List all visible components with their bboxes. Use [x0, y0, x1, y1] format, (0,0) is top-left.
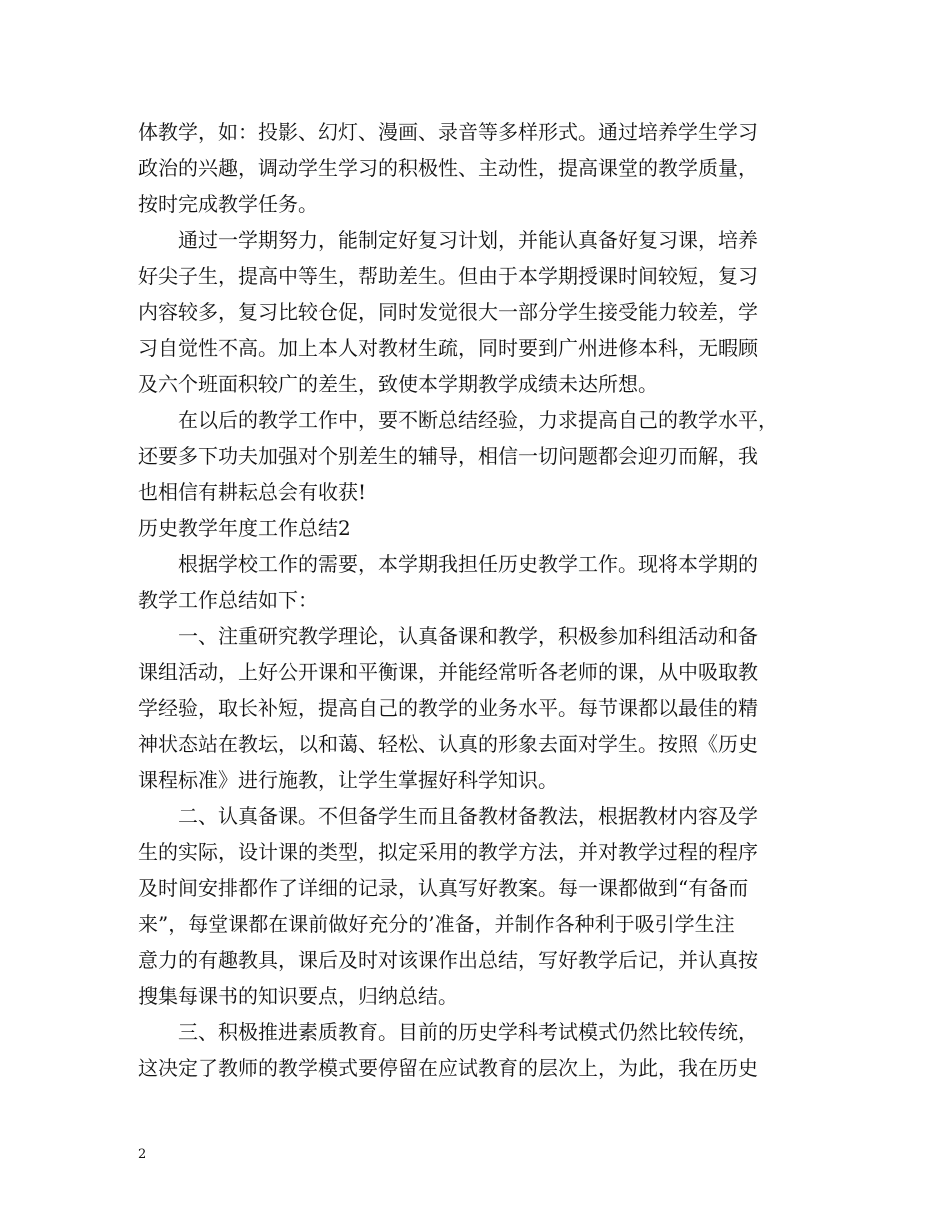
text-line: 生的实际，设计课的类型，拟定采用的教学方法，并对教学过程的程序 [138, 840, 758, 864]
text-line: 政治的兴趣，调动学生学习的积极性、主动性，提高课堂的教学质量， [138, 156, 758, 180]
text-line: 搜集每课书的知识要点，归纳总结。 [138, 984, 458, 1008]
text-line: 按时完成教学任务。 [138, 192, 318, 216]
text-line: 在以后的教学工作中，要不断总结经验，力求提高自己的教学水平， [138, 408, 778, 432]
section-heading: 历史教学年度工作总结2 [138, 516, 351, 540]
text-line: 二、认真备课。不但备学生而且备教材备教法，根据教材内容及学 [138, 804, 758, 828]
text-line: 一、注重研究教学理论，认真备课和教学，积极参加科组活动和备 [138, 624, 758, 648]
text-line: 也相信有耕耘总会有收获! [138, 480, 367, 504]
text-line: 内容较多，复习比较仓促，同时发觉很大一部分学生接受能力较差，学 [138, 300, 758, 324]
page-number: 2 [138, 1147, 147, 1162]
text-line: 学经验，取长补短，提高自己的教学的业务水平。每节课都以最佳的精 [138, 696, 758, 720]
text-line: 课程标准》进行施教，让学生掌握好科学知识。 [138, 768, 558, 792]
text-line: 习自觉性不高。加上本人对教材生疏，同时要到广州进修本科，无暇顾 [138, 336, 758, 360]
text-line: 这决定了教师的教学模式要停留在应试教育的层次上，为此，我在历史 [138, 1056, 758, 1080]
text-line: 根据学校工作的需要，本学期我担任历史教学工作。现将本学期的 [138, 552, 758, 576]
text-line: 好尖子生，提高中等生，帮助差生。但由于本学期授课时间较短，复习 [138, 264, 758, 288]
text-line: 神状态站在教坛，以和蔼、轻松、认真的形象去面对学生。按照《历史 [138, 732, 758, 756]
text-line: 意力的有趣教具，课后及时对该课作出总结，写好教学后记，并认真按 [138, 948, 758, 972]
text-line: 通过一学期努力，能制定好复习计划，并能认真备好复习课，培养 [138, 228, 758, 252]
text-line: 教学工作总结如下： [138, 588, 318, 612]
text-line: 三、积极推进素质教育。目前的历史学科考试模式仍然比较传统， [138, 1020, 758, 1044]
text-line: 及时间安排都作了详细的记录，认真写好教案。每一课都做到“有备而 [138, 876, 749, 900]
text-line: 来”，每堂课都在课前做好充分的’准备，并制作各种利于吸引学生注 [138, 912, 735, 936]
text-line: 体教学，如：投影、幻灯、漫画、录音等多样形式。通过培养学生学习 [138, 120, 758, 144]
text-line: 还要多下功夫加强对个别差生的辅导，相信一切问题都会迎刃而解，我 [138, 444, 758, 468]
text-line: 课组活动，上好公开课和平衡课，并能经常听各老师的课，从中吸取教 [138, 660, 758, 684]
text-line: 及六个班面积较广的差生，致使本学期教学成绩未达所想。 [138, 372, 658, 396]
